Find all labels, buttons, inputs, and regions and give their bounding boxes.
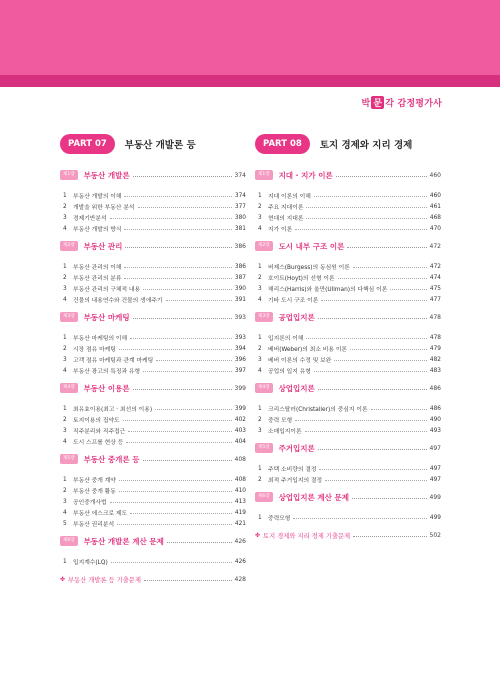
entry-page: 419: [234, 509, 246, 516]
entry-number: 2: [258, 416, 262, 423]
entry-page: 478: [429, 334, 441, 341]
toc-entry[interactable]: [63, 283, 246, 294]
leader-dots: [117, 520, 232, 525]
entry-title: 부동산 관리의 분류: [73, 276, 122, 282]
leader-dots: [123, 416, 232, 421]
entry-page: 486: [429, 405, 441, 412]
toc-entry[interactable]: [258, 190, 441, 201]
entry-page: 475: [429, 285, 441, 292]
entry-number: 3: [258, 214, 262, 221]
leader-dots: [371, 405, 427, 410]
entry-page: 391: [234, 296, 246, 303]
chapter-page: 497: [429, 444, 441, 452]
entry-page: 377: [234, 203, 246, 210]
toc-entry[interactable]: [258, 223, 441, 234]
chapter-tag: 제1장: [60, 170, 78, 180]
toc-entry[interactable]: [258, 354, 441, 365]
toc-entry[interactable]: [258, 512, 441, 523]
chapter-tag: 제6장: [255, 492, 273, 502]
entry-title: 최유효이용(최고 · 최선의 이용): [73, 407, 153, 413]
entry-number: 3: [258, 356, 262, 363]
toc-entry[interactable]: [63, 354, 246, 365]
entry-number: 4: [63, 438, 67, 445]
toc-entry[interactable]: [258, 283, 441, 294]
entry-page: 477: [429, 296, 441, 303]
chapter-items: [255, 403, 441, 436]
chapter-items: [60, 403, 246, 447]
toc-entry[interactable]: [63, 474, 246, 485]
entry-number: 1: [63, 334, 67, 341]
chapter-heading[interactable]: [255, 442, 441, 454]
toc-entry[interactable]: [63, 212, 246, 223]
entry-page: 499: [429, 514, 441, 521]
brand-suffix: 각 감정평가사: [385, 99, 442, 109]
entry-number: 3: [63, 427, 67, 434]
toc-entry[interactable]: [63, 223, 246, 234]
entry-page: 410: [234, 487, 246, 494]
chapter-items: [60, 190, 246, 234]
leader-dots: [144, 576, 232, 581]
chapter-items: [60, 474, 246, 529]
chapter-items: [255, 261, 441, 305]
leader-dots: [133, 313, 232, 319]
entry-number: 3: [63, 356, 67, 363]
entry-title: 시장 점유 마케팅: [73, 347, 116, 353]
entry-page: 461: [429, 203, 441, 210]
entry-page: 426: [234, 558, 246, 565]
entry-number: 1: [63, 405, 67, 412]
entry-page: 468: [429, 214, 441, 221]
entry-number: 2: [258, 345, 262, 352]
chapter-heading[interactable]: [255, 382, 441, 394]
entry-page: 387: [234, 274, 246, 281]
entry-title: 해리스(Harris)와 울만(Ullman)의 다핵심 이론: [268, 287, 388, 293]
entry-title: 부동산 권리분석: [73, 522, 115, 528]
entry-page: 404: [234, 438, 246, 445]
chapter-tag: 제2장: [255, 241, 273, 251]
chapter-page: 374: [234, 171, 246, 179]
leader-dots: [124, 225, 231, 230]
toc-entry[interactable]: [63, 507, 246, 518]
part-header: [60, 133, 246, 155]
chapter-heading[interactable]: [255, 240, 441, 252]
leader-dots: [347, 242, 426, 248]
toc-entry[interactable]: [63, 190, 246, 201]
leader-dots: [350, 345, 427, 350]
entry-number: 2: [63, 274, 67, 281]
toc-entry[interactable]: [63, 403, 246, 414]
toc-entry[interactable]: [258, 403, 441, 414]
chapter-title: 도시 내부 구조 이론: [278, 241, 345, 251]
toc-entry[interactable]: [63, 294, 246, 305]
toc-entry[interactable]: [258, 463, 441, 474]
leader-dots: [318, 313, 427, 319]
chapter-heading[interactable]: [60, 311, 246, 323]
entry-title: 부동산 에스크로 제도: [73, 511, 128, 517]
entry-page: 397: [234, 367, 246, 374]
part-tag: PART 08: [255, 134, 310, 154]
chapter-title: 지대 · 지가 이론: [278, 170, 333, 180]
leader-dots: [155, 405, 232, 410]
toc-entry[interactable]: [258, 261, 441, 272]
toc-entry[interactable]: [258, 201, 441, 212]
entry-number: 1: [258, 334, 262, 341]
entry-number: 2: [258, 203, 262, 210]
entry-page: 380: [234, 214, 246, 221]
leader-dots: [133, 171, 232, 177]
chapter-items: [60, 556, 246, 567]
entry-title: 중력모형: [268, 516, 291, 522]
entry-page: 497: [429, 465, 441, 472]
entry-title: 주요 지대이론: [268, 205, 304, 211]
leader-dots: [124, 274, 231, 279]
entry-number: 4: [63, 225, 67, 232]
leader-dots: [119, 487, 232, 492]
toc-entry[interactable]: [63, 556, 246, 567]
leader-dots: [352, 493, 427, 499]
leader-dots: [143, 285, 232, 290]
entry-page: 413: [234, 498, 246, 505]
leader-dots: [314, 192, 427, 197]
entry-title: 개발을 위한 부동산 분석: [73, 205, 135, 211]
chapter-page: 386: [234, 242, 246, 250]
chapter-tag: 제4장: [255, 383, 273, 393]
leader-dots: [306, 203, 426, 208]
leader-dots: [119, 345, 232, 350]
entry-page: 390: [234, 285, 246, 292]
toc-entry[interactable]: [63, 365, 246, 376]
leader-dots: [111, 558, 232, 563]
leader-dots: [319, 465, 426, 470]
entry-number: 1: [63, 192, 67, 199]
leader-dots: [128, 427, 232, 432]
entry-title: 부동산 관리의 이해: [73, 265, 122, 271]
entry-title: 부동산 개발의 방식: [73, 227, 122, 233]
leader-dots: [325, 476, 427, 481]
chapter-page: 499: [429, 493, 441, 501]
chapter-title: 부동산 개발론 계산 문제: [83, 536, 164, 546]
leader-dots: [295, 416, 427, 421]
leader-dots: [295, 225, 427, 230]
entry-title: 베버 이론의 수정 및 보완: [268, 358, 332, 364]
chapter-items: [255, 190, 441, 234]
leader-dots: [353, 263, 427, 268]
header-band: [0, 0, 500, 75]
chapter-title: 부동산 중개론 등: [83, 454, 140, 464]
entry-page: 403: [234, 427, 246, 434]
publisher-logo: [361, 96, 442, 109]
entry-number: 1: [258, 514, 262, 521]
toc-entry[interactable]: [63, 272, 246, 283]
leader-dots: [338, 274, 427, 279]
toc-entry[interactable]: [63, 201, 246, 212]
toc-entry[interactable]: [63, 425, 246, 436]
leader-dots: [166, 296, 232, 301]
chapter-page: 408: [234, 455, 246, 463]
entry-number: 4: [258, 367, 262, 374]
leader-dots: [143, 455, 232, 461]
leader-dots: [306, 214, 426, 219]
entry-page: 474: [429, 274, 441, 281]
chapter-heading[interactable]: [255, 169, 441, 181]
leader-dots: [321, 296, 427, 301]
part-title: 토지 경제와 지리 경제: [319, 140, 413, 151]
entry-number: 4: [63, 296, 67, 303]
entry-page: 493: [429, 427, 441, 434]
entry-number: 2: [63, 487, 67, 494]
chapter-tag: 제3장: [255, 312, 273, 322]
entry-title: 호이트(Hoyt)의 선형 이론: [268, 276, 335, 282]
entry-page: 482: [429, 356, 441, 363]
chapter-tag: 제3장: [60, 312, 78, 322]
leader-dots: [336, 171, 427, 177]
entry-number: 4: [258, 296, 262, 303]
leader-dots: [390, 285, 427, 290]
entry-number: 3: [258, 285, 262, 292]
entry-number: 4: [258, 225, 262, 232]
toc-entry[interactable]: [258, 474, 441, 485]
leader-dots: [334, 356, 427, 361]
entry-title: 최적 주거입지의 결정: [268, 478, 323, 484]
chapter-tag: 제1장: [255, 170, 273, 180]
entry-page: 386: [234, 263, 246, 270]
entry-number: 3: [258, 427, 262, 434]
entry-title: 부동산 관리의 구체적 내용: [73, 287, 141, 293]
entry-number: 1: [63, 558, 67, 565]
entry-page: 374: [234, 192, 246, 199]
leader-dots: [318, 444, 427, 450]
chapter-heading[interactable]: [60, 453, 246, 465]
toc-entry[interactable]: [63, 332, 246, 343]
entry-page: 394: [234, 345, 246, 352]
entry-title: 입지론의 이해: [268, 336, 304, 342]
entry-title: 부동산 중개 계약: [73, 478, 116, 484]
chapter-items: [60, 332, 246, 376]
entry-page: 399: [234, 405, 246, 412]
entry-page: 381: [234, 225, 246, 232]
entry-title: 지가 이론: [268, 227, 293, 233]
leader-dots: [130, 334, 232, 339]
chapter-page: 472: [429, 242, 441, 250]
entry-title: 부동산 중개 활동: [73, 489, 116, 495]
chapter-page: 426: [234, 537, 246, 545]
toc-column-left: [60, 133, 246, 585]
entry-title: 지대 이론의 이해: [268, 194, 311, 200]
chapter-page: 486: [429, 384, 441, 392]
leader-dots: [126, 438, 232, 443]
leader-dots: [353, 532, 426, 537]
toc-entry[interactable]: [258, 425, 441, 436]
chapter-tag: 제6장: [60, 536, 78, 546]
entry-title: 공업의 입지 유형: [268, 369, 311, 375]
leader-dots: [156, 356, 232, 361]
exam-page: 502: [429, 531, 441, 539]
chapter-items: [255, 463, 441, 485]
leader-dots: [124, 192, 231, 197]
entry-page: 460: [429, 192, 441, 199]
chapter-page: 478: [429, 313, 441, 321]
part-header: [255, 133, 441, 155]
leader-dots: [167, 537, 232, 543]
entry-title: 소매입지이론: [268, 429, 302, 435]
chapter-items: [255, 512, 441, 523]
chapter-tag: 제4장: [60, 383, 78, 393]
leader-dots: [306, 334, 426, 339]
toc-entry[interactable]: [258, 272, 441, 283]
entry-number: 1: [258, 465, 262, 472]
entry-number: 1: [258, 192, 262, 199]
entry-title: 부동산 광고의 특징과 유형: [73, 369, 141, 375]
entry-number: 1: [63, 263, 67, 270]
entry-title: 크리스탈러(Christaller)의 중심지 이론: [268, 407, 368, 413]
entry-title: 부동산 개발의 이해: [73, 194, 122, 200]
entry-number: 3: [63, 285, 67, 292]
entry-title: 버제스(Burgess)의 동심원 이론: [268, 265, 350, 271]
toc-entry[interactable]: [63, 518, 246, 529]
entry-number: 2: [63, 416, 67, 423]
entry-number: 2: [63, 345, 67, 352]
toc-entry[interactable]: [258, 343, 441, 354]
entry-number: 3: [63, 214, 67, 221]
chapter-title: 부동산 마케팅: [83, 312, 130, 322]
leader-dots: [124, 263, 231, 268]
chapter-title: 부동산 개발론: [83, 170, 130, 180]
chapter-items: [60, 261, 246, 305]
exam-title: 부동산 개발론 등 기출문제: [68, 576, 141, 584]
toc-entry[interactable]: [63, 414, 246, 425]
entry-number: 1: [63, 476, 67, 483]
part-title: 부동산 개발론 등: [124, 140, 196, 151]
entry-number: 2: [63, 203, 67, 210]
toc-entry[interactable]: [63, 436, 246, 447]
entry-title: 현대의 지대론: [268, 216, 304, 222]
chapter-heading[interactable]: [60, 169, 246, 181]
toc-entry[interactable]: [258, 365, 441, 376]
chapter-title: 상업입지론: [278, 383, 315, 393]
brand-mark: 문: [371, 96, 384, 109]
toc-entry[interactable]: [63, 343, 246, 354]
entry-title: 중력 모형: [268, 418, 293, 424]
entry-number: 3: [63, 498, 67, 505]
exam-page: 428: [234, 575, 246, 583]
entry-number: 5: [63, 520, 67, 527]
entry-title: 입지계수(LQ): [73, 560, 108, 566]
chapter-items: [255, 332, 441, 376]
entry-title: 토지이용의 집약도: [73, 418, 120, 424]
entry-number: 1: [258, 405, 262, 412]
chapter-heading[interactable]: [255, 311, 441, 323]
entry-page: 402: [234, 416, 246, 423]
leader-dots: [314, 367, 427, 372]
brand-prefix: 박: [361, 99, 371, 109]
entry-title: 주택 소비량의 결정: [268, 467, 317, 473]
entry-number: 2: [258, 274, 262, 281]
entry-page: 490: [429, 416, 441, 423]
flower-bullet-icon: ✤: [255, 531, 261, 539]
entry-page: 497: [429, 476, 441, 483]
toc-entry[interactable]: [63, 496, 246, 507]
entry-number: 4: [63, 367, 67, 374]
leader-dots: [133, 384, 232, 390]
entry-page: 408: [234, 476, 246, 483]
leader-dots: [130, 509, 232, 514]
leader-dots: [119, 476, 232, 481]
chapter-page: 460: [429, 171, 441, 179]
chapter-heading[interactable]: [255, 491, 441, 503]
entry-title: 기타 도시 구조 이론: [268, 298, 319, 304]
header-stripe: [0, 75, 500, 87]
entry-page: 421: [234, 520, 246, 527]
toc-entry[interactable]: [258, 414, 441, 425]
leader-dots: [143, 367, 232, 372]
exam-title: 토지 경제와 지리 경제 기출문제: [263, 532, 351, 540]
chapter-title: 부동산 이용론: [83, 383, 130, 393]
leader-dots: [125, 242, 231, 248]
entry-page: 483: [429, 367, 441, 374]
entry-title: 도시 스프롤 현상 등: [73, 440, 124, 446]
chapter-tag: 제5장: [255, 443, 273, 453]
chapter-heading[interactable]: [60, 240, 246, 252]
entry-title: 베버(Weber)의 최소 비용 이론: [268, 347, 348, 353]
toc-column-right: [255, 133, 441, 541]
chapter-heading[interactable]: [60, 382, 246, 394]
entry-page: 470: [429, 225, 441, 232]
entry-title: 건물의 내용연수와 건물의 생애주기: [73, 298, 163, 304]
toc-entry[interactable]: [258, 212, 441, 223]
entry-number: 2: [258, 476, 262, 483]
leader-dots: [305, 427, 427, 432]
entry-page: 396: [234, 356, 246, 363]
entry-page: 479: [429, 345, 441, 352]
chapter-title: 부동산 관리: [83, 241, 123, 251]
entry-title: 부동산 마케팅의 이해: [73, 336, 128, 342]
entry-page: 393: [234, 334, 246, 341]
toc-entry[interactable]: [258, 294, 441, 305]
toc-entry[interactable]: [258, 332, 441, 343]
leader-dots: [138, 203, 232, 208]
part-tag: PART 07: [60, 134, 115, 154]
chapter-heading[interactable]: [60, 535, 246, 547]
chapter-title: 주거입지론: [278, 443, 315, 453]
entry-number: 4: [63, 509, 67, 516]
chapter-tag: 제2장: [60, 241, 78, 251]
entry-page: 472: [429, 263, 441, 270]
leader-dots: [110, 214, 232, 219]
past-exam-entry[interactable]: [60, 573, 246, 585]
entry-title: 고객 점유 마케팅과 관계 마케팅: [73, 358, 154, 364]
past-exam-entry[interactable]: [255, 529, 441, 541]
toc-entry[interactable]: [63, 261, 246, 272]
chapter-page: 399: [234, 384, 246, 392]
entry-title: 공인중개사법: [73, 500, 107, 506]
leader-dots: [318, 384, 427, 390]
entry-title: 직주분리와 직주접근: [73, 429, 126, 435]
chapter-title: 공업입지론: [278, 312, 315, 322]
chapter-title: 상업입지론 계산 문제: [278, 492, 349, 502]
flower-bullet-icon: ✤: [60, 575, 66, 583]
chapter-page: 393: [234, 313, 246, 321]
entry-number: 1: [258, 263, 262, 270]
entry-title: 경제기반분석: [73, 216, 107, 222]
chapter-tag: 제5장: [60, 454, 78, 464]
leader-dots: [293, 514, 427, 519]
toc-entry[interactable]: [63, 485, 246, 496]
leader-dots: [110, 498, 232, 503]
